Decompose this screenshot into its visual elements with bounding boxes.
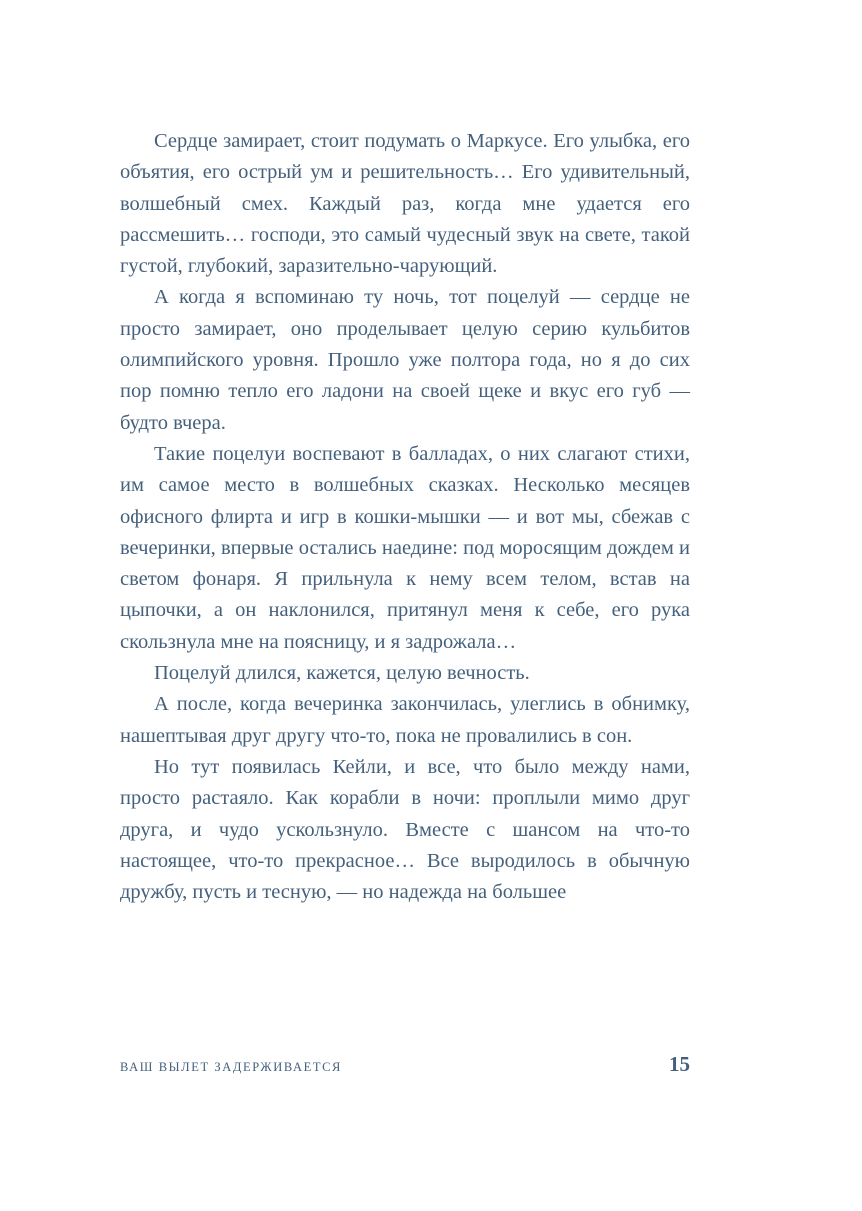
paragraph: Сердце замирает, стоит подумать о Маркусе. Его улыбка, его объятия, его острый ум и решительность… Его удивительный, волшебный смех. Каждый раз, когда мне удается его рассмешить… господи, это самый чудесный звук на свете, такой густой, глубокий, заразительно-чарующий. <box>120 130 690 278</box>
paragraph: А когда я вспоминаю ту ночь, тот поцелуй — сердце не просто замирает, оно проделывает целую серию кульбитов олимпийского уровня. Прошло уже полтора года, но я до сих пор помню тепло его ладони на своей щеке и вкус его губ — будто вчера. <box>120 286 690 434</box>
running-title: ВАШ ВЫЛЕТ ЗАДЕРЖИВАЕТСЯ <box>120 1060 342 1074</box>
paragraph: Поцелуй длился, кажется, целую вечность. <box>154 662 530 685</box>
page-number: 15 <box>669 1052 690 1076</box>
paragraph: Такие поцелуи воспевают в балладах, о них слагают стихи, им самое место в волшебных сказках. Несколько месяцев офисного флирта и игр в кошки-мышки — и вот мы, сбежав с вечеринки, впервые остались наедине: под моросящим дождем и светом фонаря. Я прильнула к нему всем телом, встав на цыпочки, а он наклонился, притянул меня к себе, его рука скользнула мне на поясницу, и я задрожала… <box>120 442 690 653</box>
page-footer <box>120 1052 690 1077</box>
body-text <box>120 126 690 908</box>
paragraph: А после, когда вечеринка закончилась, улеглись в обнимку, нашептывая друг другу что-то, пока не провалились в сон. <box>120 693 690 747</box>
paragraph: Но тут появилась Кейли, и все, что было между нами, просто растаяло. Как корабли в ночи: проплыли мимо друг друга, и чудо ускользнуло. Вместе с шансом на что-то настоящее, что-то прекрасное… Все выродилось в обычную дружбу, пусть и тесную, — но надежда на большее <box>120 755 690 904</box>
